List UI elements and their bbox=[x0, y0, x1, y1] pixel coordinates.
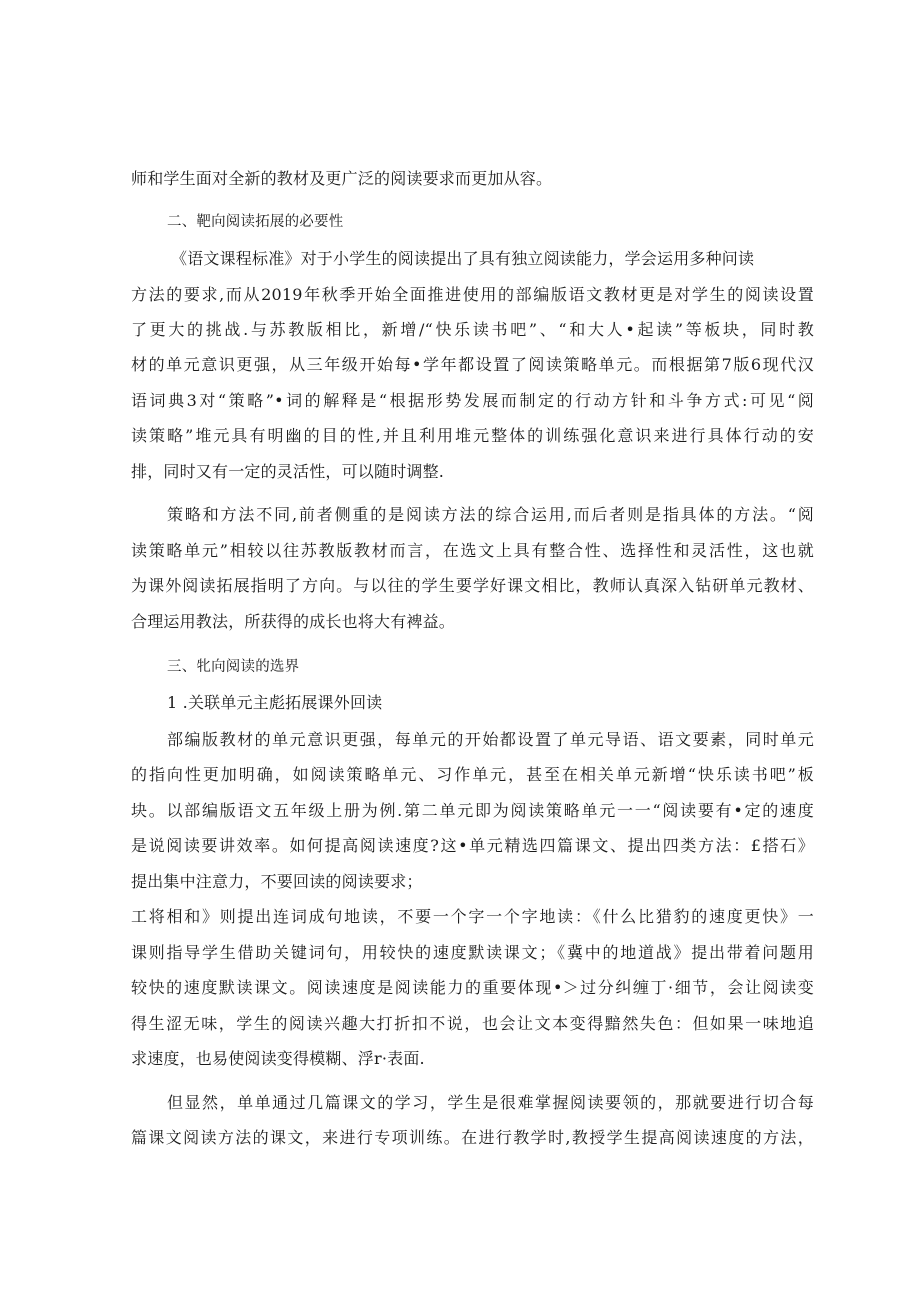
section-heading-3: 三、牝向阅读的选界 bbox=[167, 659, 300, 675]
text-line: 排，同时又有一定的灵活性，可以随时调整. bbox=[131, 462, 445, 481]
text-line: 材的单元意识更强，从三年级开始每•学年都设置了阅读策略单元。而根据第7版6现代汉 bbox=[131, 355, 814, 374]
text-line: 读策略单元”相较以往苏教版教材而言，在选文上具有整合性、选择性和灵活性，这也就 bbox=[131, 541, 814, 560]
text-line: 较快的速度默读课文。阅读速度是阅读能力的重要体现•＞过分纠缠丁·细节，会让阅读变 bbox=[131, 978, 814, 997]
text-line: 了更大的挑战.与苏教版相比，新增/“快乐读书吧”、“和大人•起读”等板块，同时教 bbox=[131, 320, 814, 339]
text-line: 工将相和》则提出连词成句地读，不要一个字一个字地读：《什么比猎豹的速度更快》一 bbox=[131, 907, 814, 926]
text-line: 为课外阅读拓展指明了方向。与以往的学生要学好课文相比，教师认真深入钻研单元教材、 bbox=[131, 576, 814, 595]
section-heading-2: 二、靶向阅读拓展的必要性 bbox=[167, 214, 344, 230]
text-line: 合理运用教法，所获得的成长也将大有裨益。 bbox=[131, 612, 456, 631]
text-line: 块。以部编版语文五年级上册为例.第二单元即为阅读策略单元一一“阅读要有•定的速度 bbox=[131, 801, 814, 820]
text-line: 提出集中注意力，不要回读的阅读要求； bbox=[131, 872, 423, 891]
text-line: 读策略”堆元具有明幽的目的性,并且利用堆元整体的训练强化意识来进行具体行动的安 bbox=[131, 426, 814, 445]
text-line: 篇课文阅读方法的课文，来进行专项训练。在进行教学时,教授学生提高阅读速度的方法， bbox=[131, 1128, 814, 1147]
opening-line: 师和学生面对全新的教材及更广泛的阅读要求而更加从容。 bbox=[131, 169, 553, 188]
text-line: 求速度，也易使阅读变得模糊、浮r·表面. bbox=[131, 1049, 425, 1068]
subsection-heading-1: 1 .关联单元主彪拓展课外回读 bbox=[167, 693, 383, 712]
text-line: 《语文课程标准》对于小学生的阅读提出了具有独立阅读能力，学会运用多种问读 bbox=[171, 249, 755, 268]
text-line: 课则指导学生借助关键词句，用较快的速度默读课文；《冀中的地道战》提出带着问题用 bbox=[131, 943, 814, 962]
text-line: 的指向性更加明确，如阅读策略单元、习作单元，甚至在相关单元新增“快乐读书吧”板 bbox=[131, 765, 814, 784]
text-line: 策略和方法不同,前者侧重的是阅读方法的综合运用,而后者则是指具体的方法。“阅 bbox=[167, 505, 814, 524]
text-line: 是说阅读要讲效率。如何提高阅读速度?这•单元精选四篇课文、提出四类方法：£搭石》 bbox=[131, 836, 814, 855]
text-line: 方法的要求,而从2019年秋季开始全面推进使用的部编版语文教材更是对学生的阅读设置 bbox=[131, 285, 814, 304]
text-line: 但显然，单单通过几篇课文的学习，学生是很难掌握阅读要领的，那就要进行切合每 bbox=[167, 1093, 814, 1112]
text-line: 得生涩无味，学生的阅读兴趣大打折扣不说，也会让文本变得黯然失色：但如果一味地追 bbox=[131, 1014, 814, 1033]
text-line: 部编版教材的单元意识更强，每单元的开始都设置了单元导语、语文要素，同时单元 bbox=[167, 730, 814, 749]
text-line: 语词典3对“策略”•词的解释是“根据形势发展而制定的行动方针和斗争方式:可见“阅 bbox=[131, 391, 814, 410]
